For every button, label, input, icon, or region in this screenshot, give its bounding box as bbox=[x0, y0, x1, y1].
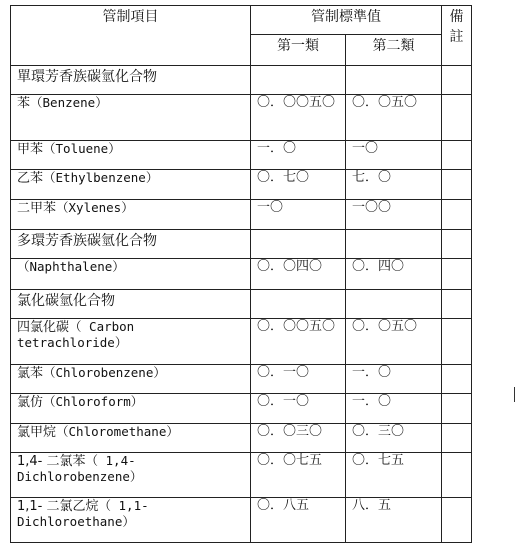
item-name-zh: 氯仿 bbox=[17, 395, 44, 410]
class2-value: 一．〇 bbox=[346, 365, 442, 394]
item-name bbox=[11, 365, 251, 394]
section-row bbox=[11, 230, 472, 259]
item-name bbox=[11, 200, 251, 230]
item-name bbox=[11, 498, 251, 543]
item-name-en: （ Carbon tetrachloride） bbox=[17, 319, 135, 350]
remarks-cell bbox=[442, 453, 472, 498]
item-name-zh: 氯苯 bbox=[17, 366, 44, 381]
item-name-zh: 苯 bbox=[17, 96, 31, 111]
empty-cell bbox=[346, 66, 442, 95]
item-name bbox=[11, 141, 251, 170]
class1-value: 〇．〇三〇 bbox=[251, 424, 346, 453]
class1-value: 〇．〇〇五〇 bbox=[251, 95, 346, 141]
empty-cell bbox=[346, 230, 442, 259]
item-name-en: （Benzene） bbox=[30, 95, 108, 110]
section-label: 單環芳香族碳氫化合物 bbox=[11, 66, 251, 95]
table-row bbox=[11, 200, 472, 230]
class1-value: 〇．〇七五 bbox=[251, 453, 346, 498]
item-name-en: （Xylenes） bbox=[56, 200, 134, 215]
empty-cell bbox=[251, 230, 346, 259]
class2-value: 八．五 bbox=[346, 498, 442, 543]
remarks-cell bbox=[442, 200, 472, 230]
empty-cell bbox=[346, 290, 442, 319]
section-row bbox=[11, 290, 472, 319]
item-name-en: （Toluene） bbox=[43, 141, 121, 156]
class2-value: 〇．〇五〇 bbox=[346, 319, 442, 365]
item-name bbox=[11, 95, 251, 141]
remarks-cell bbox=[442, 95, 472, 141]
class2-value: 〇．三〇 bbox=[346, 424, 442, 453]
item-name bbox=[11, 453, 251, 498]
class1-value: 〇．一〇 bbox=[251, 394, 346, 424]
empty-cell bbox=[251, 290, 346, 319]
item-name-zh: 1,1- 二氯乙烷 bbox=[17, 499, 99, 514]
item-name-zh: 氯甲烷 bbox=[17, 425, 57, 440]
class2-value: 七．〇 bbox=[346, 170, 442, 200]
table-row bbox=[11, 259, 472, 290]
class1-value: 〇．〇〇五〇 bbox=[251, 319, 346, 365]
table-row bbox=[11, 95, 472, 141]
item-name-en: （Naphthalene） bbox=[17, 259, 125, 274]
empty-cell bbox=[442, 290, 472, 319]
text-cursor bbox=[514, 387, 515, 402]
class1-value: 〇．七〇 bbox=[251, 170, 346, 200]
class1-value: 一．〇 bbox=[251, 141, 346, 170]
remarks-cell bbox=[442, 394, 472, 424]
remarks-cell bbox=[442, 170, 472, 200]
section-label: 多環芳香族碳氫化合物 bbox=[11, 230, 251, 259]
class1-value: 〇．八五 bbox=[251, 498, 346, 543]
table-row bbox=[11, 498, 472, 543]
remarks-cell bbox=[442, 365, 472, 394]
item-name-en: （ 1,4-Dichlorobenzene） bbox=[17, 453, 143, 484]
item-name-en: （Ethylbenzene） bbox=[43, 170, 159, 185]
class2-value: 一．〇 bbox=[346, 394, 442, 424]
empty-cell bbox=[442, 66, 472, 95]
header-class1: 第一類 bbox=[251, 35, 346, 66]
class1-value: 〇．一〇 bbox=[251, 365, 346, 394]
class2-value: 〇．七五 bbox=[346, 453, 442, 498]
item-name bbox=[11, 259, 251, 290]
remarks-cell bbox=[442, 319, 472, 365]
item-name-zh: 1,4- 二氯苯 bbox=[17, 454, 86, 469]
table-row bbox=[11, 170, 472, 200]
header-remarks: 備註 bbox=[442, 6, 472, 66]
item-name bbox=[11, 170, 251, 200]
remarks-cell bbox=[442, 141, 472, 170]
section-row bbox=[11, 66, 472, 95]
section-label: 氯化碳氫化合物 bbox=[11, 290, 251, 319]
item-name-zh: 二甲苯 bbox=[17, 201, 57, 216]
table-row bbox=[11, 365, 472, 394]
item-name-zh: 乙苯 bbox=[17, 171, 44, 186]
class2-value: 〇．四〇 bbox=[346, 259, 442, 290]
table-row bbox=[11, 394, 472, 424]
item-name bbox=[11, 319, 251, 365]
header-class2: 第二類 bbox=[346, 35, 442, 66]
class2-value: 一〇 bbox=[346, 141, 442, 170]
header-row bbox=[11, 6, 472, 35]
remarks-cell bbox=[442, 259, 472, 290]
class2-value: 〇．〇五〇 bbox=[346, 95, 442, 141]
header-item: 管制項目 bbox=[11, 6, 251, 66]
remarks-cell bbox=[442, 424, 472, 453]
item-name-en: （ 1,1-Dichloroethane） bbox=[17, 498, 149, 529]
remarks-cell bbox=[442, 498, 472, 543]
table-row bbox=[11, 319, 472, 365]
item-name bbox=[11, 394, 251, 424]
table-row bbox=[11, 141, 472, 170]
item-name bbox=[11, 424, 251, 453]
item-name-en: （Chloromethane） bbox=[56, 424, 179, 439]
empty-cell bbox=[442, 230, 472, 259]
item-name-en: （Chlorobenzene） bbox=[43, 365, 166, 380]
header-standard: 管制標準值 bbox=[251, 6, 442, 35]
class1-value: 一〇 bbox=[251, 200, 346, 230]
class2-value: 一〇〇 bbox=[346, 200, 442, 230]
item-name-en: （Chloroform） bbox=[43, 394, 144, 409]
table-row bbox=[11, 453, 472, 498]
class1-value: 〇．〇四〇 bbox=[251, 259, 346, 290]
table-row bbox=[11, 424, 472, 453]
item-name-zh: 甲苯 bbox=[17, 142, 44, 157]
regulation-table bbox=[10, 5, 472, 543]
item-name-zh: 四氯化碳 bbox=[17, 320, 70, 335]
empty-cell bbox=[251, 66, 346, 95]
